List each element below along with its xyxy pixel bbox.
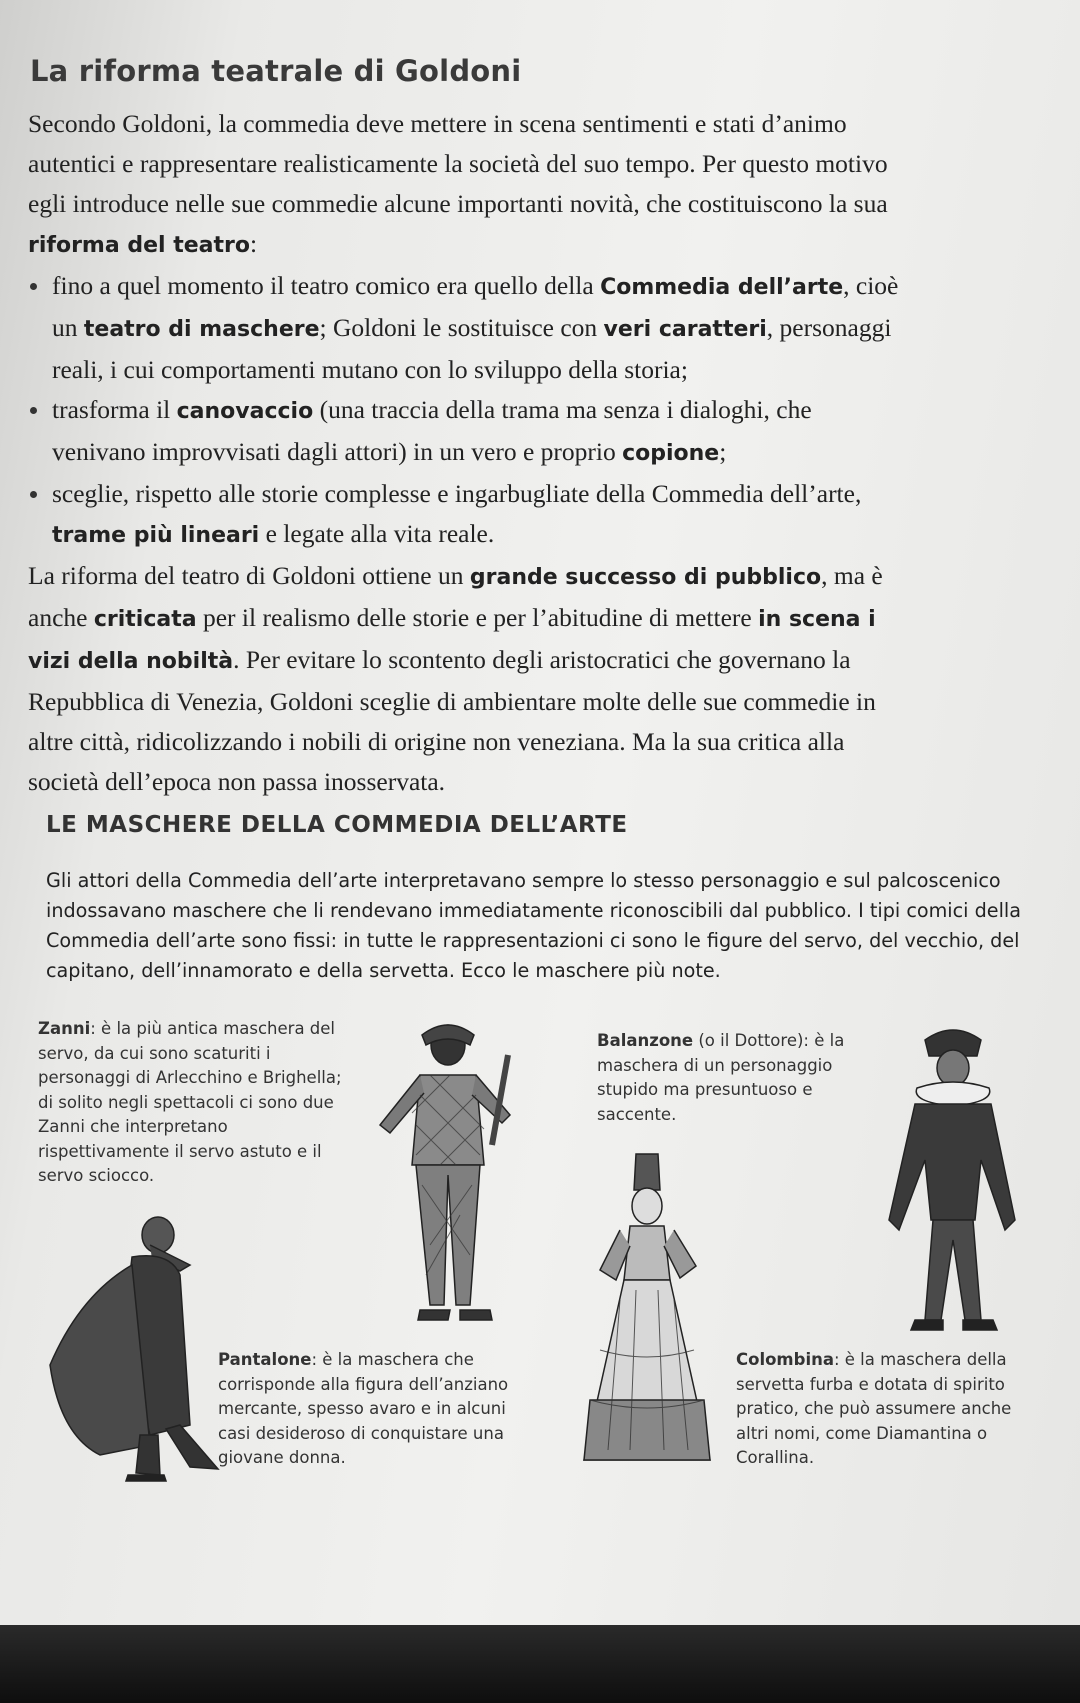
caption-colombina [736, 1348, 1041, 1471]
mask-name: Pantalone [218, 1350, 312, 1369]
intro-bold: in scena i vizi della nobiltà [28, 607, 876, 674]
arlecchino-figure-icon [360, 1015, 535, 1335]
intro-text-span: per il realismo delle storie e per l’abitudine di mettere [196, 603, 759, 632]
photo-shadow-band [0, 1625, 1080, 1703]
bullet-text: sceglie, rispetto alle storie complesse e ingarbugliate della Commedia dell’arte, [52, 479, 862, 508]
bullet-text: , cioè un [52, 271, 899, 342]
bullet-text: (una traccia della trama ma senza i dialoghi, che venivano improvvisati dagli attori) in un vero e proprio [52, 395, 812, 466]
caption-zanni [38, 1017, 358, 1189]
pantalone-figure-icon [40, 1205, 230, 1485]
caption-balanzone [597, 1029, 857, 1127]
bullet-text: trasforma il [52, 395, 177, 424]
bullet-text: e legate alla vita reale. [259, 519, 495, 548]
reform-item [28, 266, 908, 390]
intro-paragraph [28, 104, 908, 266]
reform-list [28, 266, 908, 556]
caption-pantalone [218, 1348, 518, 1471]
intro-text [28, 104, 908, 802]
reform-item [28, 390, 908, 474]
bullet-bold: canovaccio [176, 399, 314, 424]
bullet-bold: Commedia dell’arte [600, 275, 844, 300]
intro-bold: grande successo di pubblico [469, 565, 822, 590]
bullet-dot-icon [30, 407, 37, 414]
intro-bold: riforma del teatro [28, 233, 250, 258]
bullet-dot-icon [30, 283, 37, 290]
intro-text-span: La riforma del teatro di Goldoni ottiene un [28, 561, 470, 590]
intro-text-span: : [250, 229, 258, 258]
intro-text-span: . Per evitare lo scontento degli aristocratici che governano la Repubblica di Venezia, Goldoni sceglie di ambientare molte delle sue commedie in altre città, ridicolizzando i nobili di origine non veneziana. Ma la sua critica alla società dell’epoca non passa inosservata. [28, 645, 876, 796]
mask-description: : è la più antica maschera del servo, da cui sono scaturiti i personaggi di Arlecchino e Brighella; di solito negli spettacoli ci sono due Zanni che interpretano rispettivamente il servo astuto e il servo sciocco. [38, 1019, 342, 1185]
mask-name: Balanzone [597, 1031, 694, 1050]
intro-bold: criticata [93, 607, 197, 632]
section-intro [46, 866, 1066, 986]
bullet-text: ; Goldoni le sostituisce con [319, 313, 604, 342]
bullet-text: , personaggi reali, i cui comportamenti mutano con lo sviluppo della storia; [52, 313, 892, 384]
bullet-bold: trame più lineari [52, 523, 260, 548]
bullet-bold: copione [622, 441, 720, 466]
section-heading: LE MASCHERE DELLA COMMEDIA DELL’ARTE [46, 812, 628, 838]
intro-text-span: , ma è anche [28, 561, 883, 632]
bullet-text: ; [719, 437, 727, 466]
colombina-figure-icon [560, 1150, 735, 1490]
page-title: La riforma teatrale di Goldoni [30, 54, 522, 88]
bullet-bold: veri caratteri [603, 317, 767, 342]
balanzone-figure-icon [855, 1020, 1050, 1340]
mask-description: (o il Dottore): è la maschera di un personaggio stupido ma presuntuoso e saccente. [597, 1031, 845, 1124]
mask-description: : è la maschera che corrisponde alla figura dell’anziano mercante, spesso avaro e in alcuni casi desideroso di conquistare una giovane donna. [218, 1350, 509, 1467]
mask-name: Zanni [38, 1019, 91, 1038]
intro-paragraph [28, 556, 908, 802]
bullet-bold: teatro di maschere [83, 317, 320, 342]
bullet-dot-icon [30, 491, 37, 498]
mask-name: Colombina [736, 1350, 834, 1369]
intro-text-span: Secondo Goldoni, la commedia deve mettere in scena sentimenti e stati d’animo autentici e rappresentare realisticamente la società del suo tempo. Per questo motivo egli introduce nelle sue commedie alcune importanti novità, che costituiscono la sua [28, 109, 888, 218]
section-intro-paragraph: Gli attori della Commedia dell’arte interpretavano sempre lo stesso personaggio e sul palcoscenico indossavano maschere che li rendevano immediatamente riconoscibili dal pubblico. I tipi comici della Commedia dell’arte sono fissi: in tutte le rappresentazioni ci sono le figure del servo, del vecchio, del capitano, dell’innamorato e della servetta. Ecco le maschere più note. [46, 869, 1022, 982]
mask-description: : è la maschera della servetta furba e dotata di spirito pratico, che può assumere anche altri nomi, come Diamantina o Corallina. [736, 1350, 1012, 1467]
bullet-text: fino a quel momento il teatro comico era quello della [52, 271, 601, 300]
reform-item [28, 474, 908, 556]
